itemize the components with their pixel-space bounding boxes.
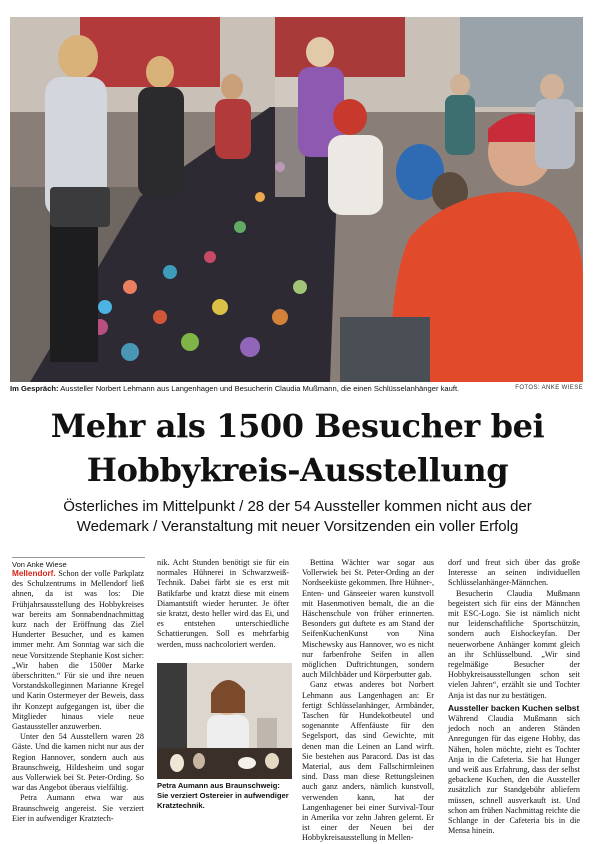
main-photo-caption (10, 384, 480, 394)
section-heading: Aussteller backen Kuchen selbst (448, 702, 580, 713)
headline-line-1: Mehr als 1500 Besucher bei (50, 407, 545, 445)
photo-credit: FOTOS: ANKE WIESE (515, 385, 583, 391)
article-column-4 (448, 558, 580, 836)
inset-photo (157, 663, 292, 779)
headline (10, 404, 585, 492)
caption-lead: Im Gespräch: (10, 384, 59, 393)
paragraph: Petra Aumann etwa war aus Braunschweig angereist. Sie verziert Eier in aufwendiger Kratztech- (12, 793, 144, 823)
paragraph: dorf und freut sich über das große Interesse an seinen individuellen Schlüsselanhänger-Männchen. (448, 558, 580, 588)
caption-text: Aussteller Norbert Lehmann aus Langenhagen und Besucherin Claudia Mußmann, die einen Schlüsselanhänger kauft. (58, 384, 460, 393)
article-column-3 (302, 558, 434, 844)
dateline: Mellendorf. (12, 569, 56, 578)
byline: Von Anke Wiese (12, 557, 145, 569)
inset-photo-caption: Petra Aumann aus Braunschweig: Sie verziert Ostereier in aufwendiger Kratztechnik. (157, 781, 289, 810)
paragraph: Mellendorf. Schon der volle Parkplatz des Schulzentrums in Mellendorf ließ ahnen, da ist was los: Die Frühjahrsausstellung des Hobbykreises war bereits am Sonnabendnachmittag kurz nach der Eröffnung das Ziel Hunderter Besucher, und es kamen immer mehr. Am Sonntag war sich die neue Vorsitzende Stephanie Kost sicher: „Wir haben die 1500er Marke überschritten.“ Für sie und ihre neuen Vorstandskolleginnen Marianne Kregel und Karin Ostermeyer der Beweis, dass ihr Konzept aufgegangen ist, über die Mitglieder hinaus viele neue Gastaussteller anzuwerben. (12, 569, 144, 732)
subhead-line-1: Österliches im Mittelpunkt / 28 der 54 Aussteller kommen nicht aus der (63, 498, 532, 515)
paragraph: Bettina Wächter war sogar aus Vollerwiek bei St. Peter-Ording an der Nordseeküste gekommen. Ihre Hühner-, Enten- und Gänseeier waren kunstvoll mit Hasenmotiven bemalt, die an die Häschenschule von früher erinnerten. Besonders gut duftete es am Stand der SeifenKuchenKunst von Nina Mischewsky aus Hannover, wo es nicht nur farbenfrohe Seifen in allen möglichen Duftrichtungen, sondern auch Milchbäder und Körperbutter gab. (302, 558, 434, 680)
paragraph: nik. Acht Stunden benötigt sie für ein normales Hühnerei in Schwarzweiß-Technik. Dabei färbt sie es erst mit Batikfarbe und kratzt diese mit einem Diamantstift wieder herunter. Je öfter sie kratzt, desto heller wird das Ei, und es entstehen unterschiedliche Schattierungen. Soll es mehrfarbig werden, muss nachcoloriert werden. (157, 558, 289, 649)
paragraph: Während Claudia Mußmann sich jedoch noch an anderen Ständen Anregungen für das eigene Hobby, das Nähen, holen möchte, zieht es Tochter Anja in die Cafeteria. Sie hat Hunger und weiß aus Erfahrung, dass der selbst gebackene Kuchen, den die Aussteller zusätzlich zur Standgebühr abliefern müssen, schnell ausverkauft ist. Und schon am frühen Nachmittag reichte die Schlange in der Cafeteria bis in die Mensa hinein. (448, 714, 580, 836)
paragraph: Besucherin Claudia Mußmann begeistert sich für eins der Männchen mit ESC-Logo. Sie ist nämlich nicht nur leidenschaftliche Sportschützin, sondern auch Eishockeyfan. Der neuerworbene Anhänger kommt gleich an ihr Schlüsselbund. „Wir sind regelmäßige Besucher der Hobbykreisausstellungen schon seit vielen Jahren“, erzählt sie und Tochter Anja ist das nur zu bestätigen. (448, 588, 580, 700)
headline-line-2: Hobbykreis-Ausstellung (86, 451, 509, 489)
subheadline (10, 497, 585, 537)
article-column-1 (12, 569, 144, 824)
article-column-2 (157, 558, 289, 650)
paragraph: Ganz etwas anderes bot Norbert Lehmann aus Langenhagen an: Er fertigt Schlüsselanhänger, Armbänder, Taschen für Hundekotbeutel und sogenannte Affenfäuste für den Segelsport, das sind Gewichte, mit denen man die Leinen an Land wirft. Sie bestehen aus Paracord. Das ist das Material, aus dem Fallschirmleinen sind. Dass man diese Rettungsleinen auch ganz anders, nämlich kunstvoll, verwenden kann, hat der Langenhagener bei einer Survival-Tour in Amerika vor zehn Jahren gelernt. Er ist einer der Neuen bei der Hobbykreisausstellung in Mellen- (302, 680, 434, 843)
paragraph: Unter den 54 Ausstellern waren 28 Gäste. Und die kamen nicht nur aus der Region Hannover, sondern auch aus Braunschweig, Hildesheim und sogar aus Vollerwiek bei St. Peter-Ording. So war das Angebot überaus vielfältig. (12, 732, 144, 793)
main-photo (10, 17, 583, 382)
subhead-line-2: Wedemark / Veranstaltung mit neuer Vorsitzenden ein voller Erfolg (76, 518, 519, 535)
